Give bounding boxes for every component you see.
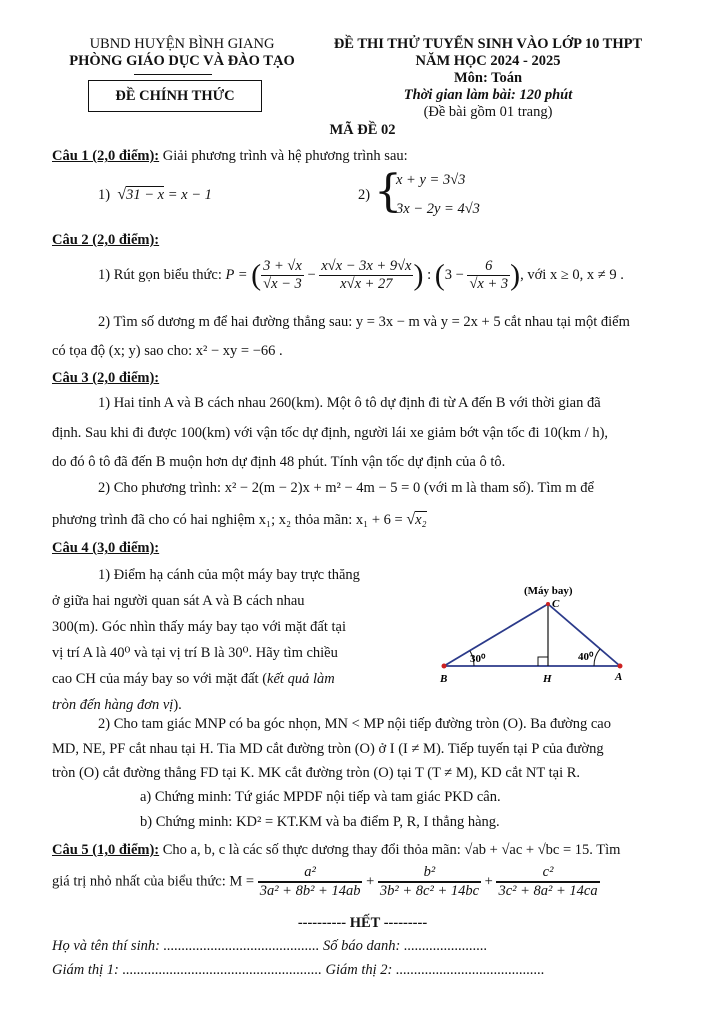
q2-f3-den: √x + 3 [469,276,509,292]
q3-line5-radicand: x₂ [415,512,427,528]
q2-title: Câu 2 (2,0 điểm): [52,232,160,248]
q5-t1-den: 3a² + 8b² + 14ab [259,883,361,899]
q3-line1: 1) Hai tỉnh A và B cách nhau 260(km). Một ô tô dự định đi từ A đến B với thời gian đã [98,395,601,411]
time-limit: Thời gian làm bài: 120 phút [403,87,573,103]
page-count: (Đề bài gồm 01 trang) [423,104,553,120]
q2-part1: 1) Rút gọn biểu thức: P = ( $\frac{3 + √x}{√x - 3}$ − $\frac{x√x - 3x + 9√x}{x√x + 27}$ ) : (3 − $\frac{6}{√x + 3}$ ), với x ≥ 0, x ≠ 9 . [98,258,624,292]
q2-f3-num: 6 [467,258,510,276]
q4-l5a: cao CH của máy bay so với mặt đất ( [52,671,268,687]
paren-close: ) [413,258,424,292]
q4-l2: ở giữa hai người quan sát A và B cách nhau [52,593,305,609]
q2-P: P = [225,266,248,283]
header-right [318,36,658,121]
point-C [546,602,550,606]
angle-B-label: 30⁰ [470,653,486,665]
q3-line5: phương trình đã cho có hai nghiệm x₁; x₂ thỏa mãn: x₁ + 6 = √x₂ [52,511,427,528]
fig-title: (Máy bay) [524,585,573,597]
paren-open-2: ( [434,258,445,292]
q5-t3-den: 3c² + 8a² + 14ca [498,883,598,899]
label-H: H [543,673,552,685]
q1-eq1: x + y = 3√3 [396,172,466,188]
q4-l3: 300(m). Góc nhìn thấy máy bay tạo với mặt đất tại [52,619,346,635]
helicopter-figure [430,578,640,688]
q1-eq2: 3x − 2y = 4√3 [396,201,480,217]
q5-line1 [52,840,673,860]
candidate-info: Họ và tên thí sinh: ........................................... Số báo danh: ....................... [52,938,488,954]
q5-title: Câu 5 (1,0 điểm): [52,842,160,858]
point-A [618,664,623,669]
q4-part-b: b) Chứng minh: KD² = KT.KM và ba điểm P, R, I thẳng hàng. [140,814,500,830]
q4-l6b: ). [173,697,182,713]
q5-expr-label: giá trị nhỏ nhất của biểu thức: M = [52,873,258,890]
plus-2: + [484,873,493,890]
end-marker: ---------- HẾT --------- [297,915,428,931]
q3-line2: định. Sau khi đi được 100(km) với vận tốc dự định, người lái xe giảm bớt vận tốc đi 10(km / h), [52,425,609,441]
q3-line3: do đó ô tô đã đến B muộn hơn dự định 48 phút. Tính vận tốc dự định của ô tô. [52,454,506,470]
system-brace: { [374,166,402,217]
q5-text: Cho a, b, c là các số thực dương thay đổi thỏa mãn: √ab + √ac + √bc = 15. Tìm [159,842,621,858]
q2-colon: : [423,266,435,283]
q2-f1-den: √x − 3 [263,276,302,292]
q2-heading [52,230,673,250]
angle-A-label: 40⁰ [578,651,594,663]
exam-title: ĐỀ THI THỬ TUYỂN SINH VÀO LỚP 10 THPT [333,36,643,52]
q4-l6a: tròn đến hàng đơn vị [52,697,174,713]
header-left [62,36,302,70]
q1-p1-radicand: 31 − x [126,187,165,203]
q4-part1 [52,562,382,718]
right-angle-mark [538,657,548,666]
q4-l4: vị trí A là 40⁰ và tại vị trí B là 30⁰. Hãy tìm chiều [52,645,338,661]
q1-p1-rhs: = x − 1 [164,187,212,203]
angle-A-arc [594,649,600,666]
q4-title: Câu 4 (3,0 điểm): [52,540,160,556]
label-C: C [552,598,560,610]
q4-p2-line2: MD, NE, PF cắt nhau tại H. Tia MD cắt đường tròn (O) ở I (I ≠ M). Tiếp tuyến tại P của đường [52,741,604,757]
q4-l5b: kết quả làm [267,671,335,687]
q1-p1-label: 1) [98,187,111,203]
paren-open: ( [251,258,262,292]
point-B [442,664,447,669]
q4-p2-line3: tròn (O) cắt đường thẳng FD tại K. MK cắt đường tròn (O) tại T (T ≠ M), KD cắt NT tại R. [52,765,581,781]
q1-part1: 1) √31 − x = x − 1 [98,186,212,203]
label-B: B [440,673,448,685]
q5-t2-den: 3b² + 8c² + 14bc [379,883,480,899]
q5-t1-num: a² [258,864,363,882]
department-name: PHÒNG GIÁO DỤC VÀ ĐÀO TẠO [69,53,295,69]
q2-f2-den: x√x + 27 [340,276,393,292]
plus-1: + [366,873,375,890]
q5-t2-num: b² [378,864,481,882]
exam-code: MÃ ĐỀ 02 [329,122,396,138]
q1-p2-label: 2) [358,187,371,203]
q2-condition: , với x ≥ 0, x ≠ 9 . [520,266,624,283]
q4-heading [52,538,673,558]
district-name: UBND HUYỆN BÌNH GIANG [89,36,275,52]
q2-f2-num: x√x − 3x + 9√x [321,258,412,274]
q5-line2 [52,864,600,900]
proctor-info: Giám thị 1: ....................................................... Giám thị 2: ......................................... [52,962,545,978]
q2-part2-line2: có tọa độ (x; y) sao cho: x² − xy = −66 . [52,343,283,359]
subject: Môn: Toán [453,70,523,86]
q3-line4: 2) Cho phương trình: x² − 2(m − 2)x + m² − 4m − 5 = 0 (với m là tham số). Tìm m để [98,480,594,496]
official-box: ĐỀ CHÍNH THỨC [88,80,262,112]
school-year: NĂM HỌC 2024 - 2025 [415,53,561,69]
q2-three: 3 − [444,266,464,283]
q3-title: Câu 3 (2,0 điểm): [52,370,160,386]
q2-part2-line1: 2) Tìm số dương m để hai đường thẳng sau: y = 3x − m và y = 2x + 5 cắt nhau tại một điểm [98,314,630,330]
q2-f1-num: 3 + √x [263,258,302,274]
q4-l1: 1) Điểm hạ cánh của một máy bay trực thăng [98,567,360,583]
q1-title: Câu 1 (2,0 điểm): [52,148,160,164]
q4-part-a: a) Chứng minh: Tứ giác MPDF nội tiếp và tam giác PKD cân. [140,789,501,805]
label-A: A [615,671,623,683]
q4-l5 [52,666,382,692]
q2-p1-label: 1) Rút gọn biểu thức: [98,266,226,283]
header-divider [134,74,212,75]
q1-text: Giải phương trình và hệ phương trình sau: [159,148,408,164]
q5-t3-num: c² [496,864,599,882]
paren-close-2: ) [510,258,521,292]
q3-line5-text: phương trình đã cho có hai nghiệm x₁; x₂ thỏa mãn: x₁ + 6 = [52,512,407,528]
q1-heading [52,146,673,166]
q3-heading [52,368,673,388]
q4-p2-line1: 2) Cho tam giác MNP có ba góc nhọn, MN < MP nội tiếp đường tròn (O). Ba đường cao [98,716,611,732]
line-BC [444,604,548,666]
